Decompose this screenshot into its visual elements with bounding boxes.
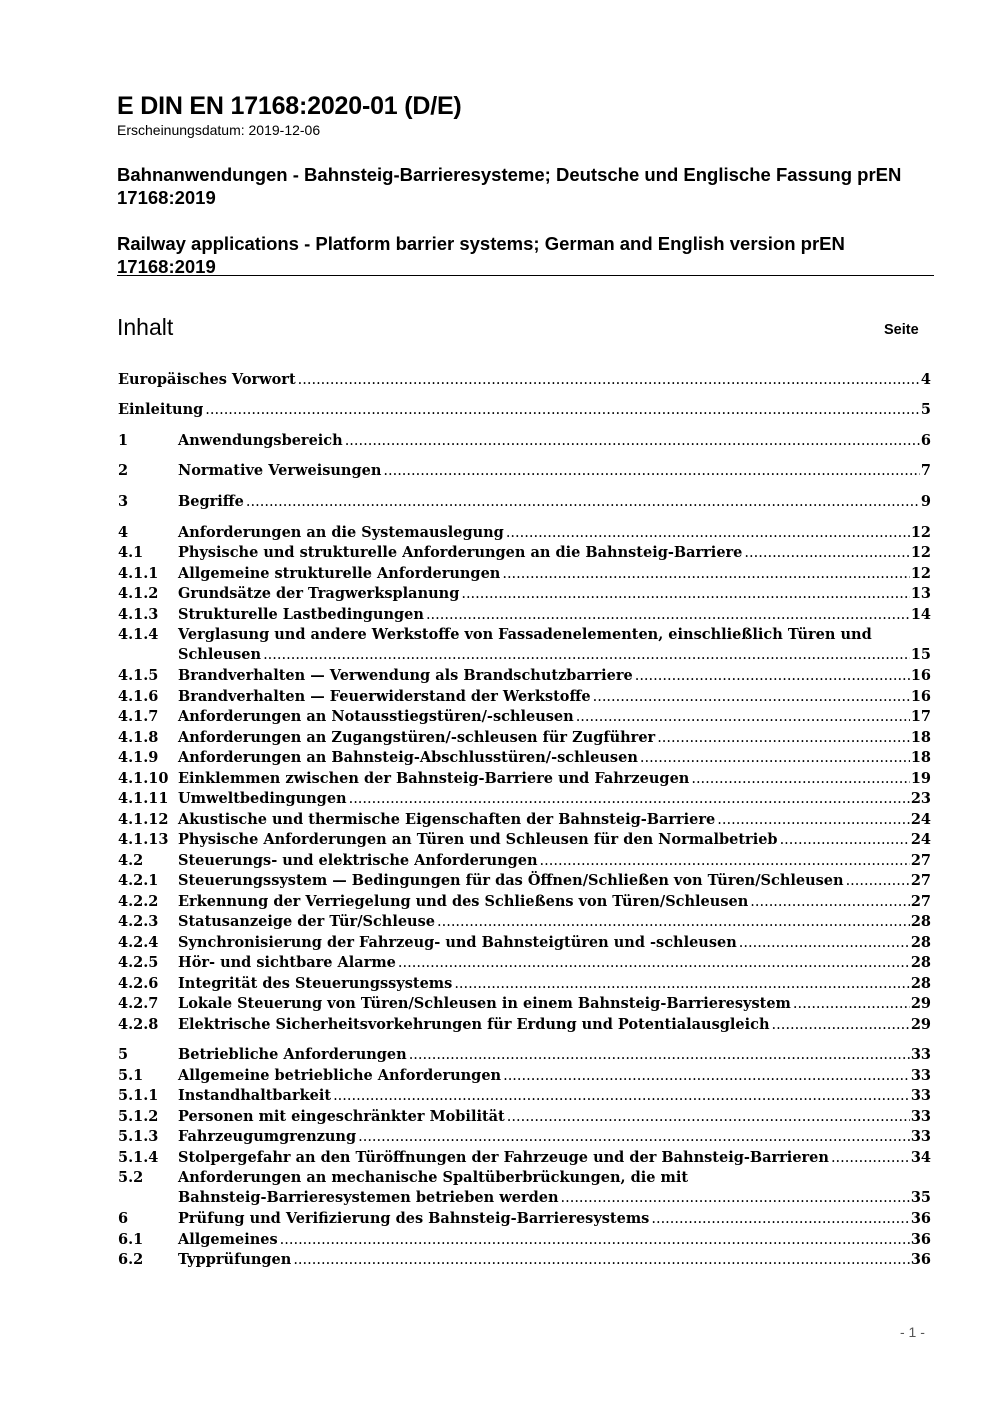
dot-leader bbox=[576, 707, 910, 727]
dot-leader bbox=[454, 974, 909, 994]
toc-entry-page: 33 bbox=[910, 1046, 931, 1063]
toc-entry-number: 4.2.7 bbox=[118, 995, 159, 1012]
toc-entry-page: 36 bbox=[910, 1210, 931, 1227]
toc-entry-title: Brandverhalten — Verwendung als Brandschutzbarriere bbox=[178, 667, 633, 684]
toc-entry[interactable] bbox=[117, 810, 931, 830]
toc-entry-title: Anforderungen an mechanische Spaltüberbrückungen, die mit bbox=[178, 1169, 689, 1186]
toc-entry-title: Physische Anforderungen an Türen und Schleusen für den Normalbetrieb bbox=[178, 831, 778, 848]
dot-leader bbox=[358, 1127, 910, 1147]
page-number: - 1 - bbox=[900, 1324, 925, 1340]
toc-entry[interactable] bbox=[117, 912, 931, 932]
toc-entry-title: Brandverhalten — Feuerwiderstand der Werkstoffe bbox=[178, 688, 591, 705]
toc-entry-title: Begriffe bbox=[178, 493, 244, 510]
toc-entry-title: Normative Verweisungen bbox=[178, 462, 382, 479]
dot-leader bbox=[345, 431, 920, 451]
title-german: Bahnanwendungen - Bahnsteig-Barrieresysteme; Deutsche und Englische Fassung prEN 17168:2019 bbox=[117, 164, 902, 208]
dot-leader bbox=[744, 543, 909, 563]
toc-entry-number: 6.1 bbox=[118, 1231, 144, 1248]
toc-entry-number: 4.2.4 bbox=[118, 934, 159, 951]
toc-entry-number: 5 bbox=[118, 1046, 129, 1063]
toc-entry-title: Umweltbedingungen bbox=[178, 790, 347, 807]
dot-leader bbox=[772, 1015, 910, 1035]
toc-entry[interactable] bbox=[117, 1209, 931, 1229]
toc-entry-page: 29 bbox=[910, 1016, 931, 1033]
dot-leader bbox=[750, 892, 910, 912]
dot-leader bbox=[846, 871, 910, 891]
toc-entry-title: Allgemeines bbox=[178, 1231, 278, 1248]
dot-leader bbox=[831, 1148, 910, 1168]
toc-entry-title: Erkennung der Verriegelung und des Schließens von Türen/Schleusen bbox=[178, 893, 749, 910]
toc-entry-page: 15 bbox=[910, 646, 931, 663]
toc-entry[interactable] bbox=[117, 687, 931, 707]
toc-entry-page: 18 bbox=[910, 749, 931, 766]
toc-entry[interactable] bbox=[117, 728, 931, 748]
toc-entry-page: 14 bbox=[910, 606, 931, 623]
dot-leader bbox=[333, 1086, 910, 1106]
toc-entry[interactable] bbox=[117, 748, 931, 768]
toc-entry-number: 4.1.10 bbox=[118, 770, 169, 787]
toc-entry-page: 27 bbox=[910, 893, 931, 910]
dot-leader bbox=[383, 461, 920, 481]
dot-leader bbox=[398, 953, 910, 973]
dot-leader bbox=[739, 933, 910, 953]
toc-entry-title: Anwendungsbereich bbox=[178, 432, 343, 449]
toc-entry-number: 6 bbox=[118, 1210, 129, 1227]
toc-entry[interactable] bbox=[117, 953, 931, 973]
toc-entry[interactable] bbox=[117, 461, 931, 481]
toc-entry[interactable] bbox=[117, 625, 931, 665]
toc-entry-number: 4.1.8 bbox=[118, 729, 159, 746]
toc-entry-number: 5.1.4 bbox=[118, 1149, 159, 1166]
toc-entry-page: 12 bbox=[910, 524, 931, 541]
toc-entry-page: 28 bbox=[910, 975, 931, 992]
toc-entry-title: Allgemeine strukturelle Anforderungen bbox=[178, 565, 501, 582]
toc-heading: Inhalt bbox=[117, 314, 174, 340]
dot-leader bbox=[651, 1209, 909, 1229]
toc-entry-title: Strukturelle Lastbedingungen bbox=[178, 606, 424, 623]
toc-entry-page: 12 bbox=[910, 565, 931, 582]
toc-entry[interactable] bbox=[117, 492, 931, 512]
toc-entry-page: 24 bbox=[910, 811, 931, 828]
toc-entry-page: 13 bbox=[910, 585, 931, 602]
document-header bbox=[117, 92, 934, 278]
dot-leader bbox=[503, 1066, 910, 1086]
toc-entry-number: 4.2.5 bbox=[118, 954, 159, 971]
toc-entry-number: 5.1 bbox=[118, 1067, 144, 1084]
toc-entry-number: 1 bbox=[118, 432, 129, 449]
toc-entry[interactable] bbox=[117, 605, 931, 625]
toc-entry-number: 5.1.2 bbox=[118, 1108, 159, 1125]
toc-entry[interactable] bbox=[117, 564, 931, 584]
toc-entry-page: 18 bbox=[910, 729, 931, 746]
header-divider bbox=[117, 275, 934, 276]
toc-entry-page: 33 bbox=[910, 1067, 931, 1084]
toc-entry[interactable] bbox=[117, 523, 931, 543]
dot-leader bbox=[205, 400, 920, 420]
toc-entry[interactable] bbox=[117, 431, 931, 451]
dot-leader bbox=[298, 370, 920, 390]
toc-entry-page: 12 bbox=[910, 544, 931, 561]
toc-entry-title: Instandhaltbarkeit bbox=[178, 1087, 332, 1104]
toc-entry[interactable] bbox=[117, 933, 931, 953]
toc-entry-page: 29 bbox=[910, 995, 931, 1012]
toc-entry-title: Anforderungen an Notausstiegstüren/-schleusen bbox=[178, 708, 574, 725]
toc-entry[interactable] bbox=[117, 1250, 931, 1270]
toc-entry-title: Lokale Steuerung von Türen/Schleusen in einem Bahnsteig-Barrieresystem bbox=[178, 995, 791, 1012]
toc-entry-page: 28 bbox=[910, 934, 931, 951]
toc-entry-number: 4.1.11 bbox=[118, 790, 169, 807]
toc-entry-title: Synchronisierung der Fahrzeug- und Bahnsteigtüren und -schleusen bbox=[178, 934, 737, 951]
toc-entry-page: 19 bbox=[910, 770, 931, 787]
toc-entry-page: 5 bbox=[920, 401, 931, 418]
page-column-label: Seite bbox=[884, 322, 919, 338]
toc-entry-number: 4.1.12 bbox=[118, 811, 169, 828]
toc-entry-number: 4 bbox=[118, 524, 129, 541]
toc-entry-title: Fahrzeugumgrenzung bbox=[178, 1128, 357, 1145]
toc-entry-title: Bahnsteig-Barrieresystemen betrieben werden bbox=[178, 1189, 559, 1206]
toc-entry-number: 4.1.7 bbox=[118, 708, 159, 725]
toc-entry-number: 5.1.3 bbox=[118, 1128, 159, 1145]
dot-leader bbox=[691, 769, 909, 789]
toc-entry-number: 3 bbox=[118, 493, 129, 510]
toc-entry[interactable] bbox=[117, 370, 931, 390]
toc-entry-page: 36 bbox=[910, 1251, 931, 1268]
toc-entry-page: 36 bbox=[910, 1231, 931, 1248]
title-english: Railway applications - Platform barrier systems; German and English version prEN 17168:2019 bbox=[117, 233, 845, 277]
dot-leader bbox=[246, 492, 920, 512]
toc-entry[interactable] bbox=[117, 871, 931, 891]
toc-entry-title: Steuerungs- und elektrische Anforderungen bbox=[178, 852, 538, 869]
toc-entry-number: 4.2.6 bbox=[118, 975, 159, 992]
toc-entry-number: 4.1.1 bbox=[118, 565, 159, 582]
dot-leader bbox=[593, 687, 910, 707]
toc-entry[interactable] bbox=[117, 851, 931, 871]
toc-entry-number: 6.2 bbox=[118, 1251, 144, 1268]
toc-entry-title: Elektrische Sicherheitsvorkehrungen für Erdung und Potentialausgleich bbox=[178, 1016, 770, 1033]
dot-leader bbox=[657, 728, 910, 748]
toc-entry[interactable] bbox=[117, 769, 931, 789]
toc-entry-number: 4.1.9 bbox=[118, 749, 159, 766]
toc-entry[interactable] bbox=[117, 1045, 931, 1065]
toc-entry-page: 28 bbox=[910, 954, 931, 971]
toc-entry-number: 4.1.4 bbox=[118, 626, 159, 643]
toc-entry-number: 2 bbox=[118, 462, 129, 479]
toc-entry[interactable] bbox=[117, 1168, 931, 1208]
dot-leader bbox=[561, 1188, 910, 1208]
dot-leader bbox=[409, 1045, 910, 1065]
toc-entry-number: 4.2.3 bbox=[118, 913, 159, 930]
dot-leader bbox=[280, 1230, 910, 1250]
toc-entry[interactable] bbox=[117, 892, 931, 912]
toc-entry-number: 4.1.2 bbox=[118, 585, 159, 602]
toc-entry-page: 4 bbox=[920, 371, 931, 388]
toc-entry-title: Physische und strukturelle Anforderungen an die Bahnsteig-Barriere bbox=[178, 544, 743, 561]
toc-entry-number: 5.1.1 bbox=[118, 1087, 159, 1104]
toc-entry-title: Einleitung bbox=[118, 401, 204, 418]
toc-entry-page: 6 bbox=[920, 432, 931, 449]
toc-entry-page: 35 bbox=[910, 1189, 931, 1206]
toc-entry[interactable] bbox=[117, 707, 931, 727]
toc-entry-number: 5.2 bbox=[118, 1169, 144, 1186]
toc-entry-title: Stolpergefahr an den Türöffnungen der Fahrzeuge und der Bahnsteig-Barrieren bbox=[178, 1149, 829, 1166]
dot-leader bbox=[635, 666, 910, 686]
toc-entry-page: 27 bbox=[910, 852, 931, 869]
toc-entry-number: 4.1.13 bbox=[118, 831, 169, 848]
toc-entry-page: 34 bbox=[910, 1149, 931, 1166]
toc-entry-number: 4.1.6 bbox=[118, 688, 159, 705]
toc-entry[interactable] bbox=[117, 974, 931, 994]
dot-leader bbox=[717, 810, 910, 830]
toc-entry[interactable] bbox=[117, 400, 931, 420]
toc-entry[interactable] bbox=[117, 1230, 931, 1250]
toc-entry-title: Steuerungssystem — Bedingungen für das Öffnen/Schließen von Türen/Schleusen bbox=[178, 872, 844, 889]
toc-entry-title: Einklemmen zwischen der Bahnsteig-Barriere und Fahrzeugen bbox=[178, 770, 690, 787]
toc-entry-title: Grundsätze der Tragwerksplanung bbox=[178, 585, 460, 602]
toc-entry-page: 28 bbox=[910, 913, 931, 930]
toc-entry[interactable] bbox=[117, 830, 931, 850]
toc-entry-number: 4.2.8 bbox=[118, 1016, 159, 1033]
dot-leader bbox=[263, 645, 910, 665]
toc-entry[interactable] bbox=[117, 666, 931, 686]
toc-entry-page: 17 bbox=[910, 708, 931, 725]
toc-entry[interactable] bbox=[117, 789, 931, 809]
toc-entry-title: Typprüfungen bbox=[178, 1251, 292, 1268]
toc-entry-page: 27 bbox=[910, 872, 931, 889]
toc-entry-number: 4.1 bbox=[118, 544, 144, 561]
dot-leader bbox=[793, 994, 910, 1014]
toc-entry-page: 16 bbox=[910, 667, 931, 684]
toc-entry[interactable] bbox=[117, 1127, 931, 1147]
publication-date: Erscheinungsdatum: 2019-12-06 bbox=[117, 122, 321, 138]
dot-leader bbox=[780, 830, 910, 850]
toc-entry-title: Hör- und sichtbare Alarme bbox=[178, 954, 396, 971]
dot-leader bbox=[293, 1250, 910, 1270]
toc-entry-page: 23 bbox=[910, 790, 931, 807]
dot-leader bbox=[506, 523, 910, 543]
toc-entry-number: 4.2.1 bbox=[118, 872, 159, 889]
toc-entry[interactable] bbox=[117, 584, 931, 604]
dot-leader bbox=[502, 564, 909, 584]
toc-entry-title: Statusanzeige der Tür/Schleuse bbox=[178, 913, 435, 930]
toc-entry-page: 16 bbox=[910, 688, 931, 705]
toc-entry-number: 4.2.2 bbox=[118, 893, 159, 910]
dot-leader bbox=[507, 1107, 910, 1127]
toc-entry-title: Integrität des Steuerungssystems bbox=[178, 975, 453, 992]
dot-leader bbox=[349, 789, 910, 809]
toc-entry-title: Europäisches Vorwort bbox=[118, 371, 296, 388]
toc-entry[interactable] bbox=[117, 994, 931, 1014]
dot-leader bbox=[437, 912, 910, 932]
toc-entry-title: Allgemeine betriebliche Anforderungen bbox=[178, 1067, 502, 1084]
toc-entry-title: Anforderungen an Zugangstüren/-schleusen für Zugführer bbox=[178, 729, 656, 746]
toc-entry-number: 4.2 bbox=[118, 852, 144, 869]
toc-entry-title: Personen mit eingeschränkter Mobilität bbox=[178, 1108, 505, 1125]
toc-entry-number: 4.1.3 bbox=[118, 606, 159, 623]
toc-entry-title: Prüfung und Verifizierung des Bahnsteig-Barrieresystems bbox=[178, 1210, 650, 1227]
toc-entry[interactable] bbox=[117, 1066, 931, 1086]
dot-leader bbox=[640, 748, 910, 768]
toc-entry-page: 33 bbox=[910, 1087, 931, 1104]
toc-entry-title: Schleusen bbox=[178, 646, 262, 663]
toc-entry-title: Anforderungen an Bahnsteig-Abschlusstüren/-schleusen bbox=[178, 749, 638, 766]
dot-leader bbox=[461, 584, 909, 604]
toc-entry[interactable] bbox=[117, 1015, 931, 1035]
toc-entry-title: Anforderungen an die Systemauslegung bbox=[178, 524, 504, 541]
toc-entry-title: Betriebliche Anforderungen bbox=[178, 1046, 407, 1063]
toc-entry-page: 33 bbox=[910, 1108, 931, 1125]
toc-entry-title: Akustische und thermische Eigenschaften der Bahnsteig-Barriere bbox=[178, 811, 716, 828]
toc-entry[interactable] bbox=[117, 1148, 931, 1168]
toc-entry-page: 33 bbox=[910, 1128, 931, 1145]
toc-entry[interactable] bbox=[117, 1107, 931, 1127]
toc-entry-title: Verglasung und andere Werkstoffe von Fassadenelementen, einschließlich Türen und bbox=[178, 626, 872, 643]
toc-entry-page: 7 bbox=[920, 462, 931, 479]
dot-leader bbox=[540, 851, 910, 871]
toc-entry-page: 9 bbox=[920, 493, 931, 510]
document-id: E DIN EN 17168:2020-01 (D/E) bbox=[117, 92, 462, 120]
toc-entry[interactable] bbox=[117, 543, 931, 563]
toc-entry-number: 4.1.5 bbox=[118, 667, 159, 684]
toc-entry-page: 24 bbox=[910, 831, 931, 848]
toc-entry[interactable] bbox=[117, 1086, 931, 1106]
dot-leader bbox=[426, 605, 910, 625]
